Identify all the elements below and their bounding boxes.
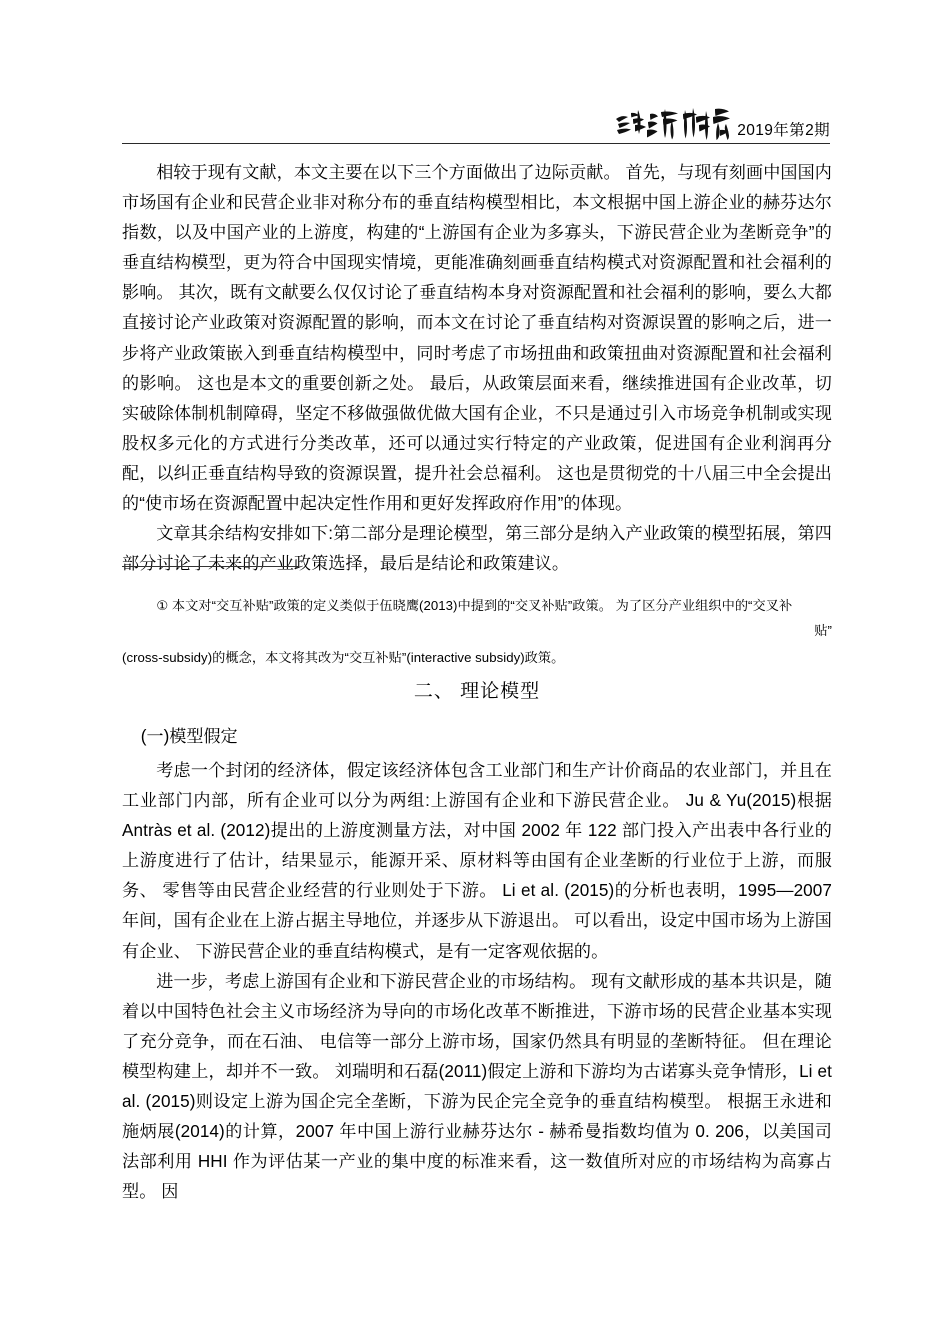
footnote-text-1: ① 本文对“交互补贴”政策的定义类似于伍晓鹰(2013)中提到的“交叉补贴”政策。 为了区分产业组织中的“交叉补 bbox=[156, 598, 793, 613]
paragraph-market-structure: 进一步，考虑上游国有企业和下游民营企业的市场结构。 现有文献形成的基本共识是，随着以中国特色社会主义市场经济为导向的市场化改革不断推进，下游市场的民营企业基本实现了充分竞争，而在石油、 电信等一部分上游市场，国家仍然具有明显的垄断特征。 但在理论模型构建上，却并不一致。 刘瑞明和石磊(2011)假定上游和下游均为古诺寡头竞争情形，Li et al. (2015)则设定上游为国企完全垄断，下游为民企完全竞争的垂直结构模型。 根据王永进和施炳展(2014)的计算，2007 年中国上游行业赫芬达尔 - 赫希曼指数均值为 0. 206，以美国司法部利用 HHI 作为评估某一产业的集中度的标准来看，这一数值所对应的市场结构为高寡占型。 因 bbox=[122, 971, 832, 1202]
body-text-upper bbox=[122, 158, 832, 579]
subsection-heading: (一)模型假定 bbox=[140, 727, 238, 746]
running-head bbox=[122, 86, 830, 144]
issue-label: 2019年第2期 bbox=[737, 121, 830, 139]
paragraph-model-setup: 考虑一个封闭的经济体，假定该经济体包含工业部门和生产计价商品的农业部门，并且在工业部门内部，所有企业可以分为两组:上游国有企业和下游民营企业。 Ju & Yu(2015)根据 Antràs et al. (2012)提出的上游度测量方法，对中国 2002 年 122 部门投入产出表中各行业的上游度进行了估计，结果显示，能源开采、原材料等由国有企业垄断的行业位于上游，而服务、 零售等由民营企业经营的行业则处于下游。 Li et al. (2015)的分析也表明，1995—2007 年间，国有企业在上游占据主导地位，并逐步从下游退出。 可以看出，设定中国市场为上游国有企业、 下游民营企业的垂直结构模式，是有一定客观依据的。 bbox=[122, 761, 832, 961]
section-heading: 二、 理论模型 bbox=[413, 681, 541, 702]
running-head-content bbox=[613, 99, 830, 141]
header-divider bbox=[122, 143, 830, 144]
paragraph-contributions: 相较于现有文献，本文主要在以下三个方面做出了边际贡献。 首先，与现有刻画中国国内市场国有企业和民营企业非对称分布的垂直结构模型相比，本文根据中国上游企业的赫芬达尔指数，以及中国产业的上游度，构建的“上游国有企业为多寡头，下游民营企业为垄断竞争”的垂直结构模型，更为符合中国现实情境，更能准确刻画垂直结构模式对资源配置和社会福利的影响。 其次，既有文献要么仅仅讨论了垂直结构本身对资源配置和社会福利的影响，要么大都直接讨论产业政策对资源配置的影响，而本文在讨论了垂直结构对资源误置的影响之后，进一步将产业政策嵌入到垂直结构模型中，同时考虑了市场扭曲和政策扭曲对资源配置和社会福利的影响。 这也是本文的重要创新之处。 最后，从政策层面来看，继续推进国有企业改革，切实破除体制机制障碍，坚定不移做强做优做大国有企业，不只是通过引入市场竞争机制或实现股权多元化的方式进行分类改革，还可以通过实行特定的产业政策，促进国有企业利润再分配，以纠正垂直结构导致的资源误置，提升社会总福利。 这也是贯彻党的十八届三中全会提出的“使市场在资源配置中起决定性作用和更好发挥政府作用”的体现。 bbox=[122, 163, 832, 514]
paragraph-structure: 文章其余结构安排如下:第二部分是理论模型，第三部分是纳入产业政策的模型拓展，第四部分讨论了未来的产业政策选择，最后是结论和政策建议。 bbox=[122, 524, 832, 574]
footnote-divider bbox=[122, 566, 298, 567]
footnote-block bbox=[122, 566, 832, 670]
journal-logo-icon bbox=[613, 99, 733, 141]
footnote-line-2: (cross-subsidy)的概念，本文将其改为“交互补贴”(interactive subsidy)政策。 bbox=[122, 650, 565, 665]
footnote-line-1 bbox=[122, 593, 832, 643]
footnote-text-1-tail: 贴” bbox=[814, 623, 832, 638]
body-text-lower bbox=[122, 756, 832, 1207]
